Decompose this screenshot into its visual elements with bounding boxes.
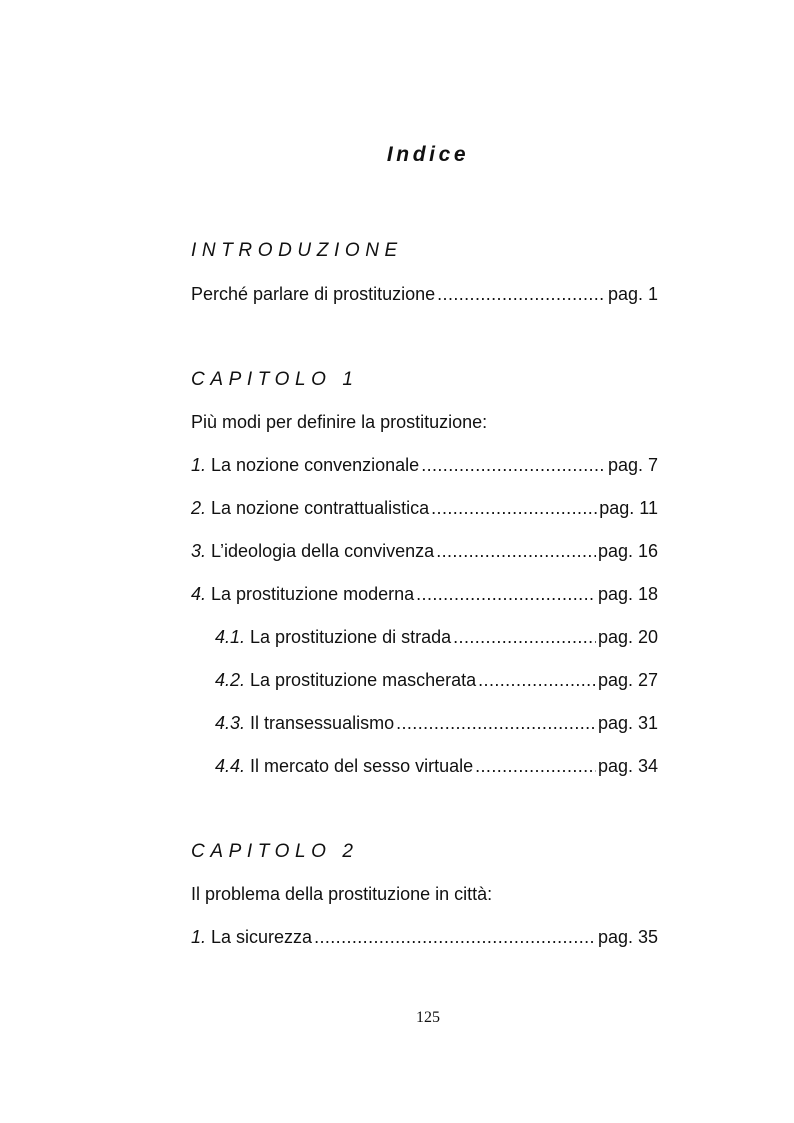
toc-entry-label: La prostituzione di strada (250, 627, 452, 647)
toc-entry (191, 541, 658, 562)
toc-entry-page: pag. 7 (607, 455, 658, 475)
toc-leader (437, 284, 606, 305)
toc-entry-number: 4. (191, 584, 207, 604)
toc-entry-label: La prostituzione mascherata (250, 670, 477, 690)
toc-leader (396, 713, 596, 734)
toc-entry-label: Perché parlare di prostituzione (191, 284, 436, 304)
toc-entry-page: pag. 34 (597, 756, 658, 776)
toc-entry (191, 584, 658, 605)
toc-entry-label: La prostituzione moderna (211, 584, 415, 604)
toc-entry-number: 4.3. (215, 713, 246, 733)
toc-entry-page: pag. 35 (597, 927, 658, 947)
toc-leader (314, 927, 596, 948)
page-number: 125 (416, 1009, 440, 1026)
toc-entry-page: pag. 31 (597, 713, 658, 733)
toc-entry-number: 3. (191, 541, 207, 561)
toc-entry-label: Il mercato del sesso virtuale (250, 756, 474, 776)
toc-entry-label: Il transessualismo (250, 713, 395, 733)
toc-subentry (215, 713, 658, 734)
toc-entry-page: pag. 18 (597, 584, 658, 604)
toc-entry (191, 284, 658, 305)
toc-leader (431, 498, 597, 519)
section-heading-introduzione: INTRODUZIONE (191, 240, 403, 261)
toc-leader (478, 670, 596, 691)
toc-entry-page: pag. 1 (607, 284, 658, 304)
section-intro: Più modi per definire la prostituzione: (191, 412, 488, 432)
toc-subentry (215, 756, 658, 777)
toc-entry-number: 4.1. (215, 627, 246, 647)
toc-leader (416, 584, 596, 605)
toc-entry-number: 4.4. (215, 756, 246, 776)
toc-leader (436, 541, 596, 562)
toc-subentry (215, 627, 658, 648)
toc-subentry (215, 670, 658, 691)
toc-entry (191, 927, 658, 948)
toc-entry-number: 1. (191, 927, 207, 947)
toc-entry-label: La nozione contrattualistica (211, 498, 430, 518)
toc-leader (475, 756, 596, 777)
toc-entry-page: pag. 11 (599, 498, 658, 518)
toc-entry-number: 4.2. (215, 670, 246, 690)
page-title: Indice (386, 143, 470, 166)
toc-entry-number: 1. (191, 455, 207, 475)
toc-entry-label: La sicurezza (211, 927, 313, 947)
toc-leader (421, 455, 606, 476)
toc-entry-label: La nozione convenzionale (211, 455, 420, 475)
toc-entry-page: pag. 16 (597, 541, 658, 561)
toc-entry-page: pag. 27 (597, 670, 658, 690)
toc-entry-page: pag. 20 (597, 627, 658, 647)
section-intro: Il problema della prostituzione in città: (191, 884, 493, 904)
toc-leader (453, 627, 596, 648)
section-heading-capitolo-1: CAPITOLO 1 (191, 369, 359, 390)
toc-entry (191, 455, 658, 476)
toc-entry (191, 498, 658, 519)
section-heading-capitolo-2: CAPITOLO 2 (191, 841, 359, 862)
toc-entry-label: L’ideologia della convivenza (211, 541, 435, 561)
toc-entry-number: 2. (191, 498, 207, 518)
